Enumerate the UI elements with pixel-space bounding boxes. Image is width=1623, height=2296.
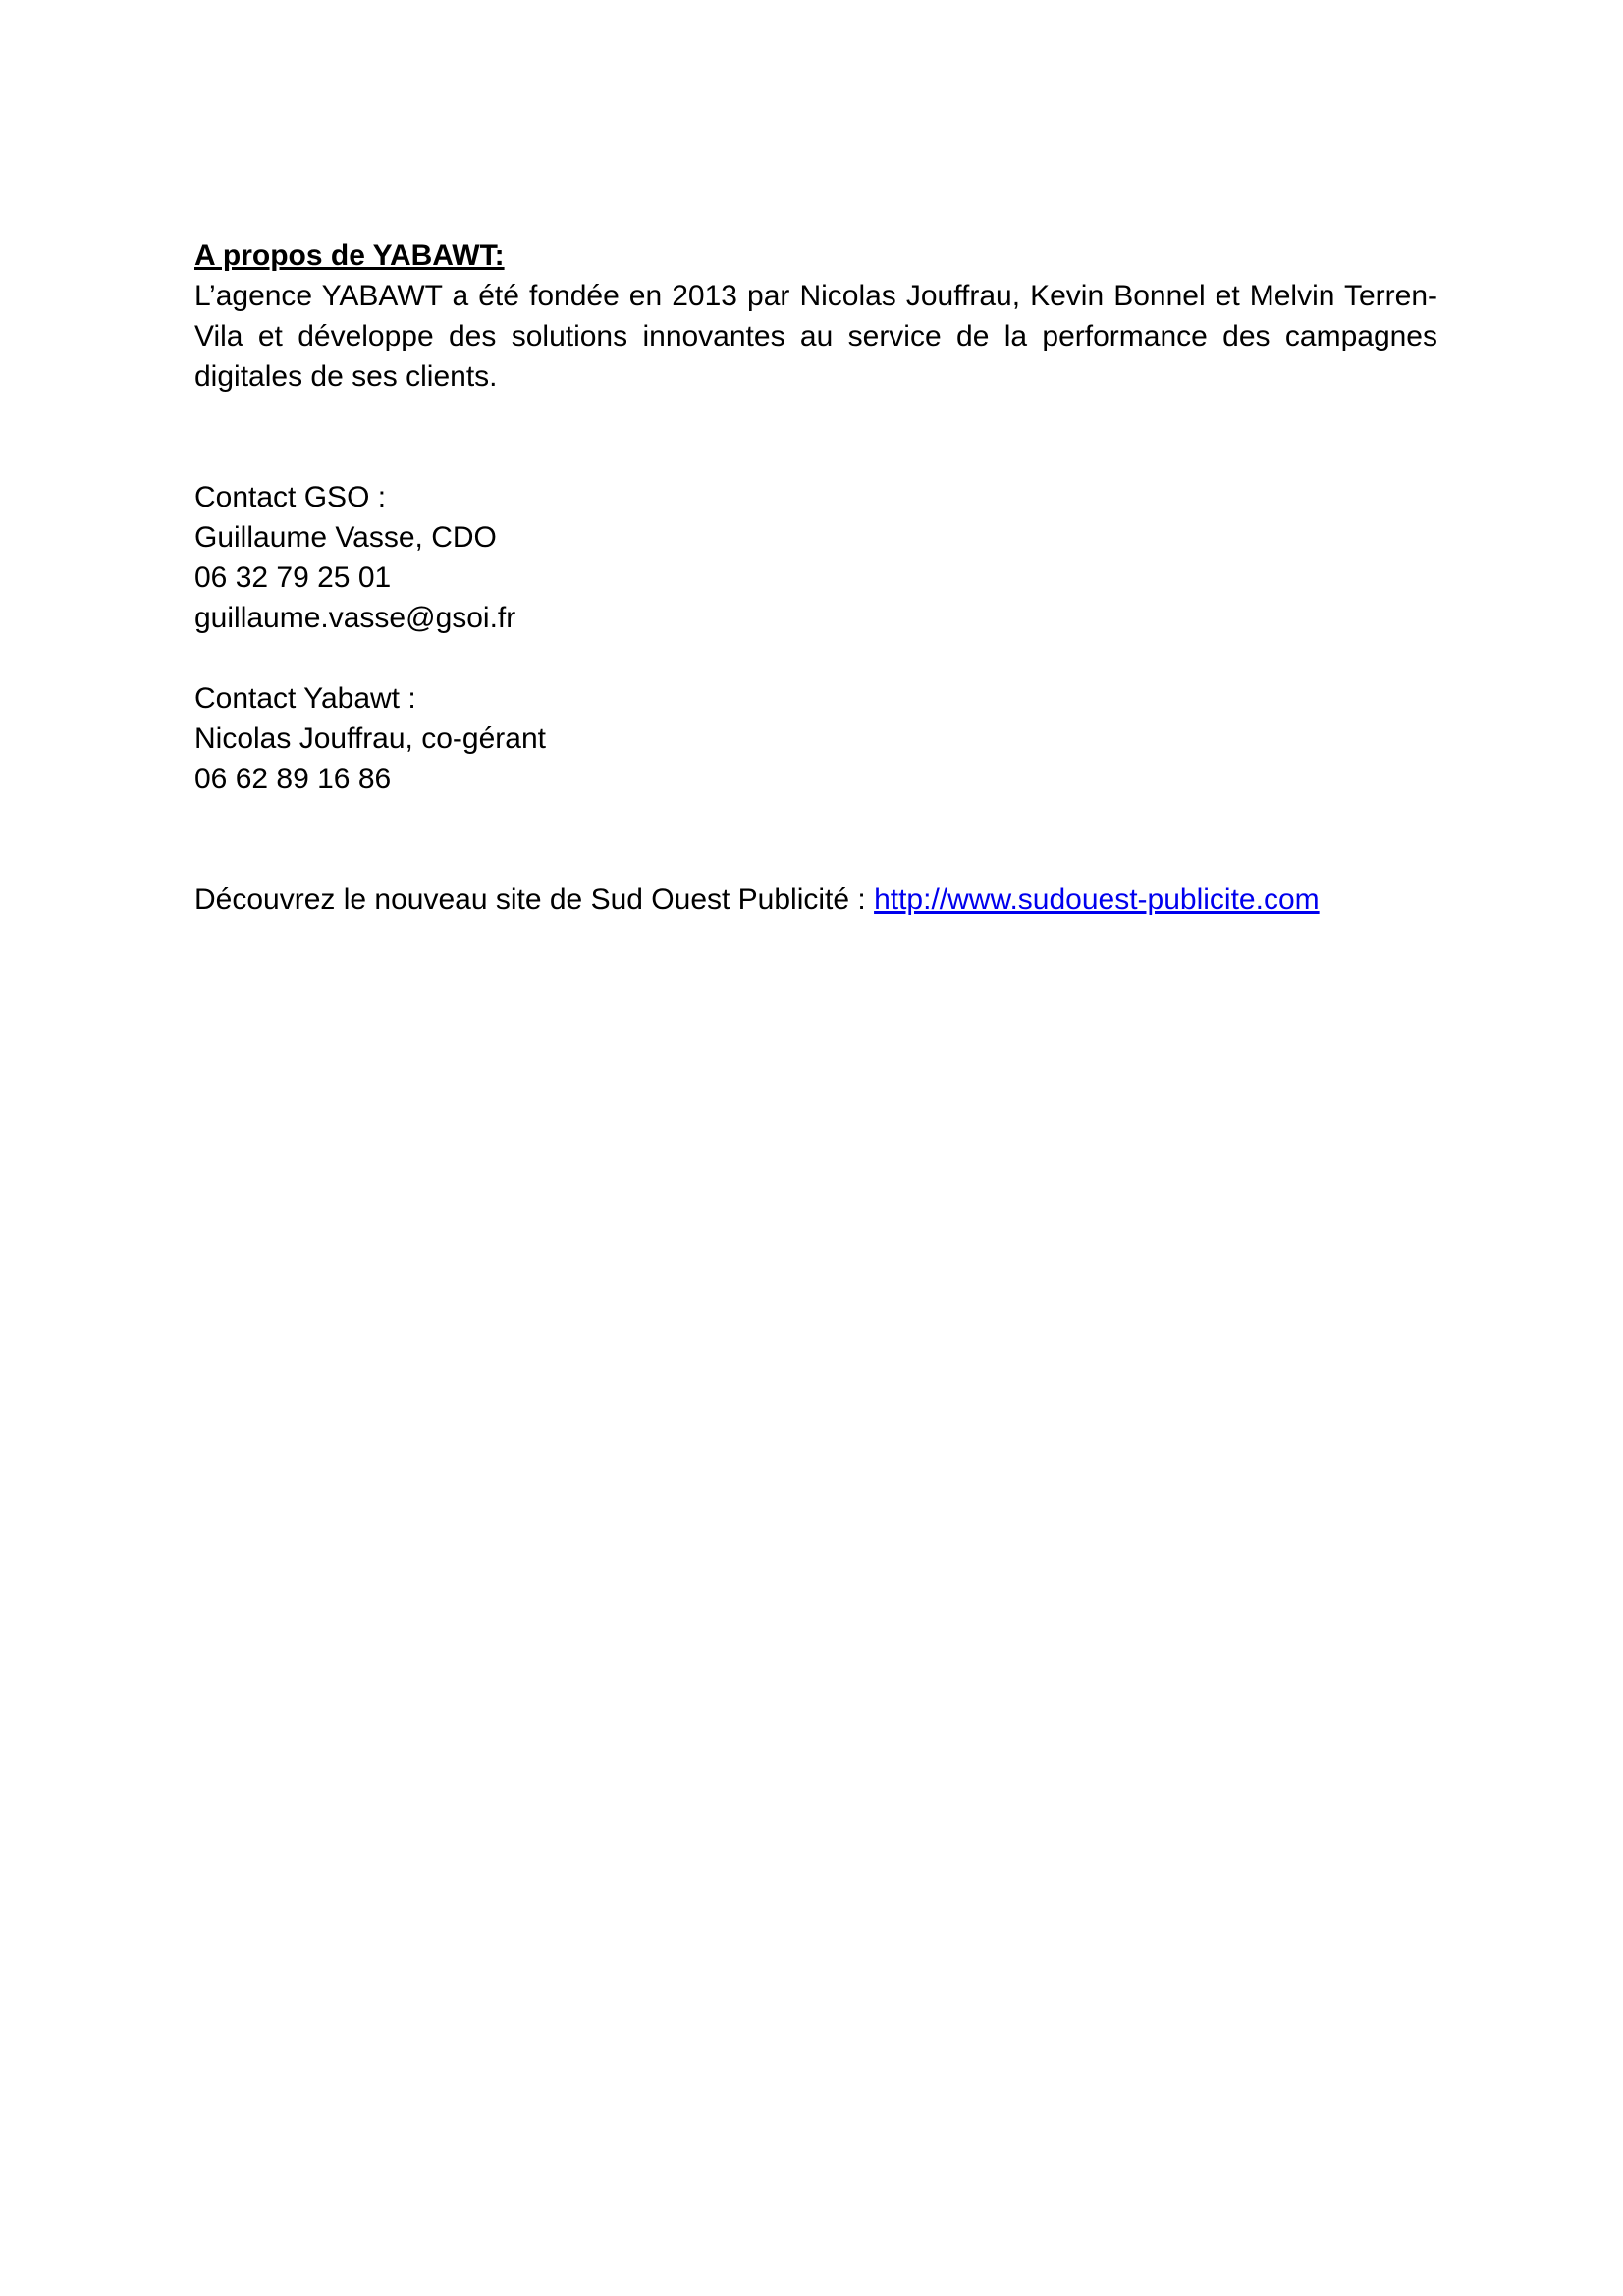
spacer — [194, 397, 1437, 477]
contact-gso-email: guillaume.vasse@gsoi.fr — [194, 602, 516, 634]
contact-yabawt-label: Contact Yabawt : — [194, 682, 416, 715]
document-content — [194, 236, 1437, 920]
spacer — [194, 638, 1437, 678]
footer-text: Découvrez le nouveau site de Sud Ouest Publicité : — [194, 883, 875, 916]
contact-yabawt-block — [194, 678, 1437, 799]
website-link[interactable]: http://www.sudouest-publicite.com — [874, 883, 1320, 916]
contact-gso-phone: 06 32 79 25 01 — [194, 561, 392, 594]
contact-gso-name: Guillaume Vasse, CDO — [194, 521, 497, 554]
contact-gso-block — [194, 477, 1437, 638]
about-heading: A propos de YABAWT: — [194, 240, 505, 272]
contact-yabawt-phone: 06 62 89 16 86 — [194, 763, 392, 795]
footer-line — [194, 880, 1437, 920]
contact-gso-label: Contact GSO : — [194, 481, 387, 513]
spacer — [194, 799, 1437, 880]
contact-yabawt-name: Nicolas Jouffrau, co-gérant — [194, 722, 546, 755]
about-paragraph: L’agence YABAWT a été fondée en 2013 par Nicolas Jouffrau, Kevin Bonnel et Melvin Terren-Vila et développe des solutions innovantes au service de la performance des campagnes digitales de ses clients. — [194, 280, 1437, 393]
